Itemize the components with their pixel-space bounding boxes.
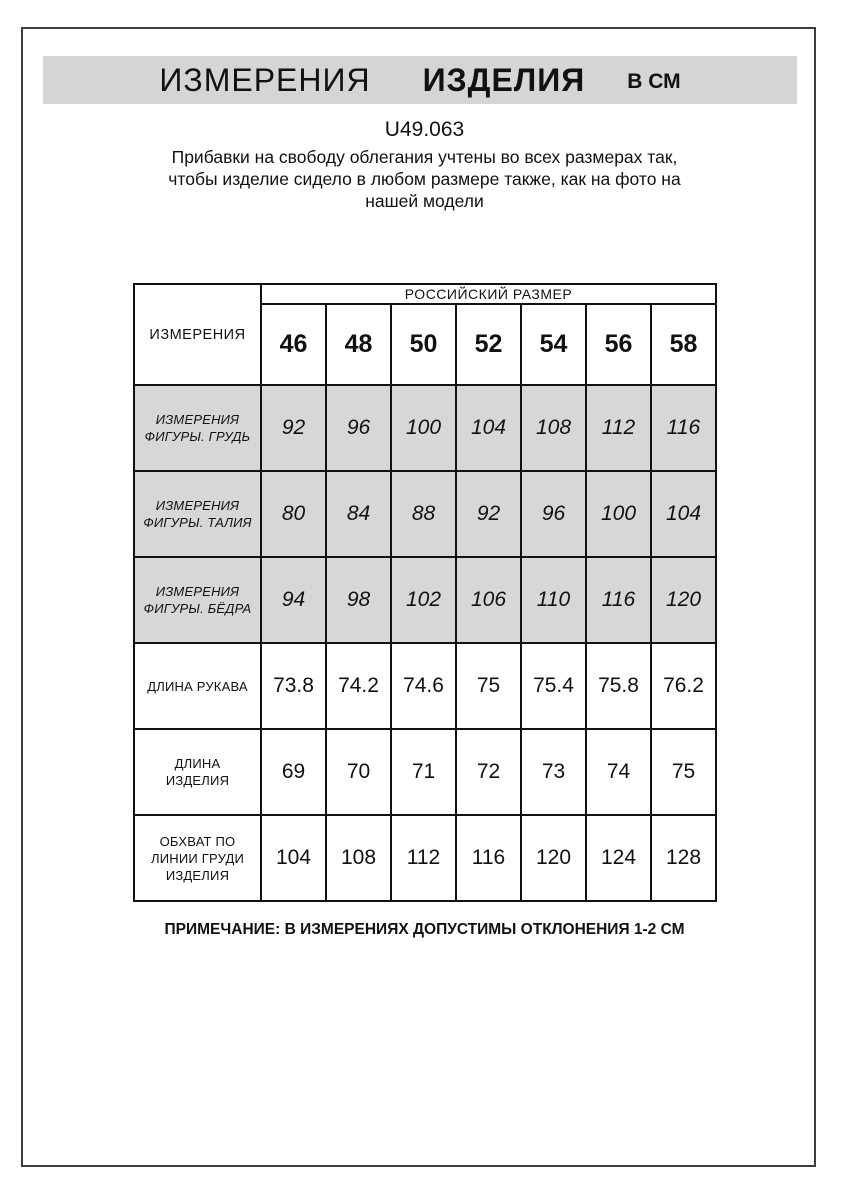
title-units: В СМ bbox=[627, 70, 681, 93]
table-row-figure-hips bbox=[134, 557, 716, 643]
value-cell: 116 bbox=[586, 557, 651, 643]
value-cell: 108 bbox=[326, 815, 391, 901]
value-cell: 88 bbox=[391, 471, 456, 557]
value-cell: 116 bbox=[456, 815, 521, 901]
value-cell: 112 bbox=[391, 815, 456, 901]
value-cell: 94 bbox=[261, 557, 326, 643]
size-header-48: 48 bbox=[326, 304, 391, 385]
table-header-row bbox=[134, 284, 716, 304]
value-cell: 102 bbox=[391, 557, 456, 643]
size-header-54: 54 bbox=[521, 304, 586, 385]
value-cell: 69 bbox=[261, 729, 326, 815]
description-line-3: нашей модели bbox=[365, 191, 484, 211]
value-cell: 112 bbox=[586, 385, 651, 471]
value-cell: 75.4 bbox=[521, 643, 586, 729]
value-cell: 75 bbox=[651, 729, 716, 815]
value-cell: 96 bbox=[521, 471, 586, 557]
row-label: ОБХВАТ ПО ЛИНИИ ГРУДИ ИЗДЕЛИЯ bbox=[134, 815, 261, 901]
value-cell: 124 bbox=[586, 815, 651, 901]
measurements-column-header: ИЗМЕРЕНИЯ bbox=[134, 284, 261, 385]
row-label: ИЗМЕРЕНИЯ ФИГУРЫ. БЁДРА bbox=[134, 557, 261, 643]
title-measurements: ИЗМЕРЕНИЯ bbox=[159, 61, 371, 98]
value-cell: 104 bbox=[651, 471, 716, 557]
value-cell: 116 bbox=[651, 385, 716, 471]
value-cell: 110 bbox=[521, 557, 586, 643]
row-label: ДЛИНА ИЗДЕЛИЯ bbox=[134, 729, 261, 815]
table-row-item-length bbox=[134, 729, 716, 815]
value-cell: 74 bbox=[586, 729, 651, 815]
note: ПРИМЕЧАНИЕ: В ИЗМЕРЕНИЯХ ДОПУСТИМЫ ОТКЛОНЕНИЯ 1-2 СМ bbox=[164, 921, 685, 938]
value-cell: 92 bbox=[456, 471, 521, 557]
value-cell: 80 bbox=[261, 471, 326, 557]
description bbox=[0, 146, 849, 212]
value-cell: 98 bbox=[326, 557, 391, 643]
size-header-52: 52 bbox=[456, 304, 521, 385]
title-product: ИЗДЕЛИЯ bbox=[422, 61, 586, 98]
row-label: ДЛИНА РУКАВА bbox=[134, 643, 261, 729]
title-bar bbox=[43, 56, 797, 104]
description-line-2: чтобы изделие сидело в любом размере также, как на фото на bbox=[168, 169, 681, 189]
value-cell: 72 bbox=[456, 729, 521, 815]
value-cell: 108 bbox=[521, 385, 586, 471]
value-cell: 104 bbox=[456, 385, 521, 471]
size-header-46: 46 bbox=[261, 304, 326, 385]
table-row-chest-girth bbox=[134, 815, 716, 901]
size-header-50: 50 bbox=[391, 304, 456, 385]
table-row-figure-chest bbox=[134, 385, 716, 471]
table-row-sleeve-length bbox=[134, 643, 716, 729]
value-cell: 71 bbox=[391, 729, 456, 815]
size-header-56: 56 bbox=[586, 304, 651, 385]
value-cell: 106 bbox=[456, 557, 521, 643]
table-row-figure-waist bbox=[134, 471, 716, 557]
article-code: U49.063 bbox=[384, 118, 465, 141]
description-line-1: Прибавки на свободу облегания учтены во всех размерах так, bbox=[171, 147, 678, 167]
value-cell: 100 bbox=[391, 385, 456, 471]
value-cell: 70 bbox=[326, 729, 391, 815]
value-cell: 120 bbox=[521, 815, 586, 901]
value-cell: 100 bbox=[586, 471, 651, 557]
value-cell: 84 bbox=[326, 471, 391, 557]
size-group-header: РОССИЙСКИЙ РАЗМЕР bbox=[261, 284, 716, 304]
value-cell: 104 bbox=[261, 815, 326, 901]
size-table bbox=[133, 283, 717, 902]
value-cell: 74.6 bbox=[391, 643, 456, 729]
value-cell: 73.8 bbox=[261, 643, 326, 729]
row-label: ИЗМЕРЕНИЯ ФИГУРЫ. ТАЛИЯ bbox=[134, 471, 261, 557]
row-label: ИЗМЕРЕНИЯ ФИГУРЫ. ГРУДЬ bbox=[134, 385, 261, 471]
value-cell: 92 bbox=[261, 385, 326, 471]
value-cell: 96 bbox=[326, 385, 391, 471]
value-cell: 76.2 bbox=[651, 643, 716, 729]
value-cell: 73 bbox=[521, 729, 586, 815]
value-cell: 75 bbox=[456, 643, 521, 729]
size-header-58: 58 bbox=[651, 304, 716, 385]
value-cell: 75.8 bbox=[586, 643, 651, 729]
value-cell: 120 bbox=[651, 557, 716, 643]
value-cell: 128 bbox=[651, 815, 716, 901]
value-cell: 74.2 bbox=[326, 643, 391, 729]
